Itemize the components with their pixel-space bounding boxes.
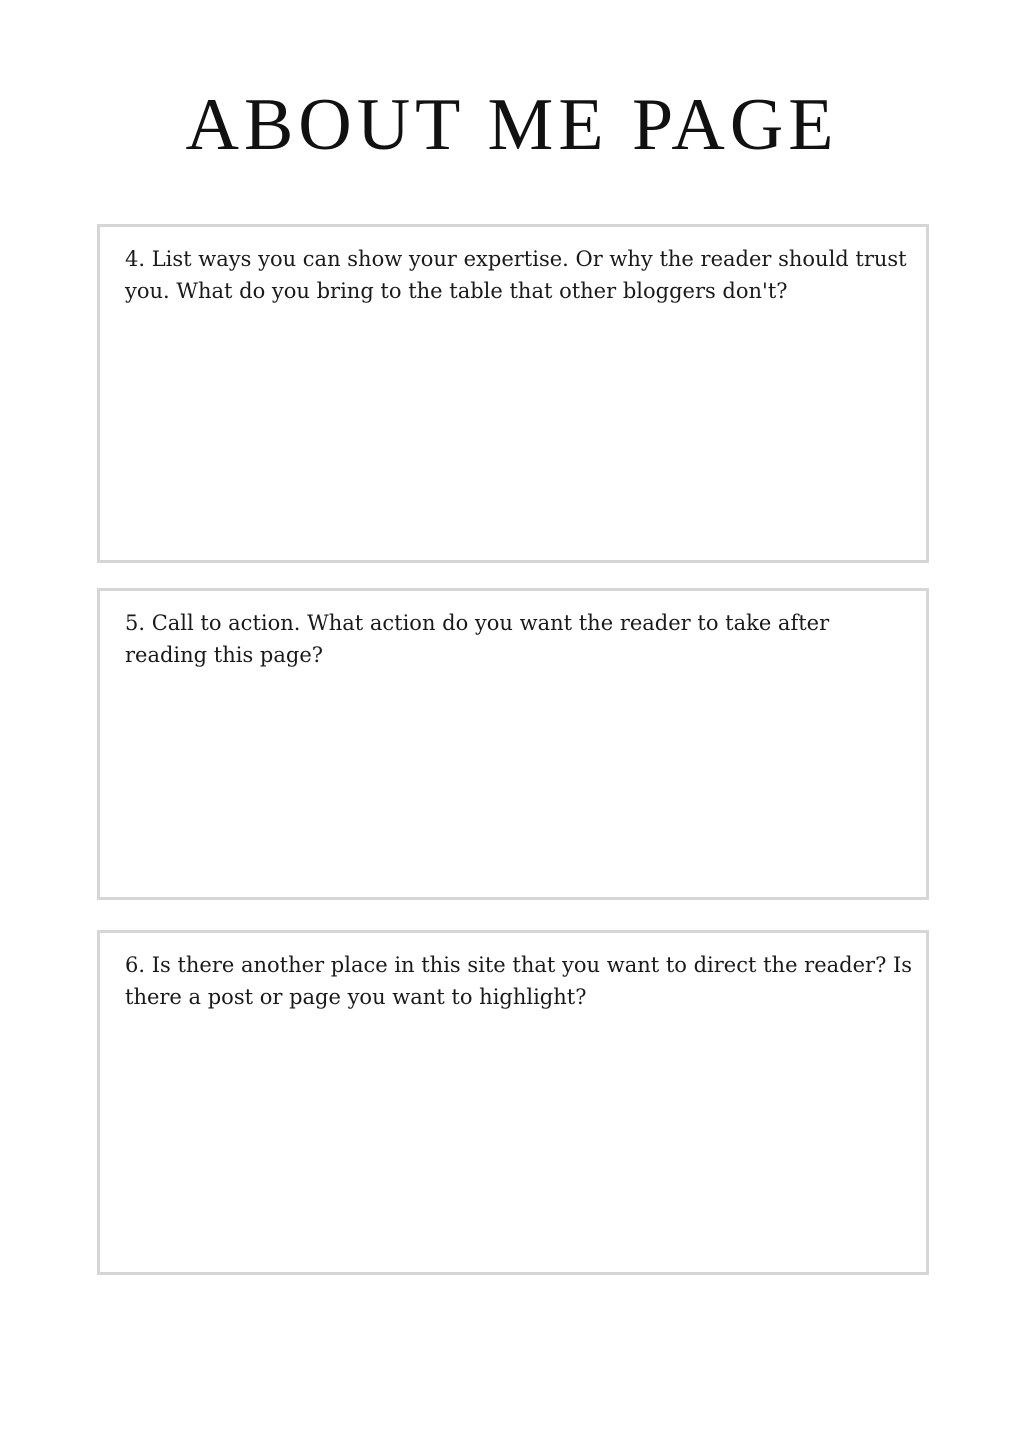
- answer-area-6[interactable]: [125, 1023, 901, 1256]
- question-box-6: [97, 930, 929, 1275]
- page-title: ABOUT ME PAGE: [185, 84, 839, 166]
- question-6-prompt: 6. Is there another place in this site that you want to direct the reader? Is there a post or page you want to highlight?: [125, 953, 913, 1009]
- answer-area-5[interactable]: [125, 681, 901, 881]
- question-5-prompt: 5. Call to action. What action do you want the reader to take after reading this page?: [125, 611, 830, 667]
- answer-area-4[interactable]: [125, 317, 901, 544]
- question-box-5: [97, 588, 929, 900]
- question-box-4: [97, 224, 929, 563]
- question-4-prompt: 4. List ways you can show your expertise. Or why the reader should trust you. What do you bring to the table that other bloggers don't?: [125, 247, 907, 303]
